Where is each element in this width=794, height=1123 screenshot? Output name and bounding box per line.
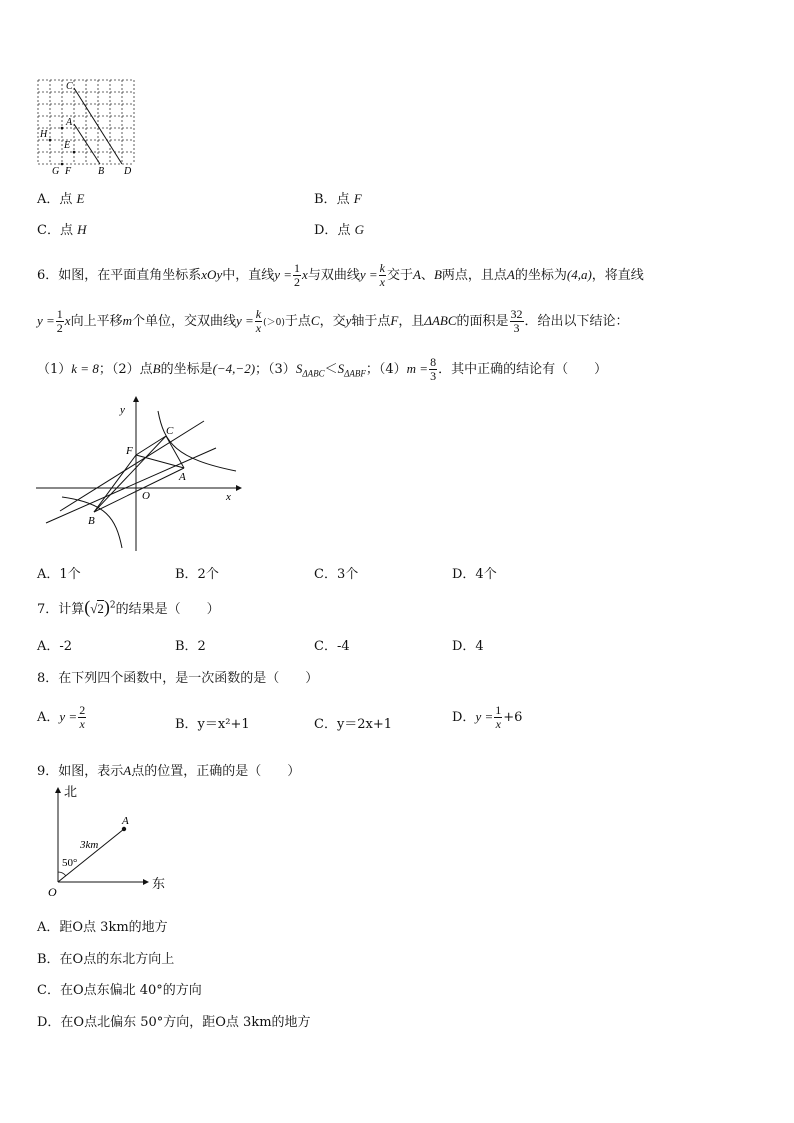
grid-label-A: A (66, 117, 73, 128)
q8-option-c[interactable]: C．y＝2x+1 (314, 717, 393, 732)
q9-option-a[interactable]: A．距O点 3km的地方 (37, 920, 168, 935)
q7-option-d[interactable]: D．4 (452, 639, 484, 654)
q7-option-c[interactable]: C．-4 (314, 639, 350, 654)
grid-figure (36, 78, 140, 178)
grid-label-B: B (98, 166, 105, 177)
q6-line-1: 6．如图，在平面直角坐标系xOy中，直线y = $\frac{1}{2}$ x与双曲线y = $\frac{k}{x}$ 交于A、B两点，且点A的坐标为(4,a)，将直线 (37, 261, 644, 289)
distance-label: 3km (80, 839, 99, 851)
graph-label-B: B (88, 515, 95, 527)
q7-stem: 7．计算$(√2)^2$的结果是（ ） (37, 597, 220, 617)
grid-label-G: G (52, 166, 60, 177)
q9-diagram (36, 782, 176, 900)
q9-option-d[interactable]: D．在O点北偏东 50°方向，距O点 3km的地方 (37, 1015, 311, 1030)
graph-label-y: y (120, 404, 125, 416)
q8-option-b[interactable]: B．y＝x²+1 (175, 717, 250, 732)
east-label: 东 (152, 876, 166, 891)
graph-label-C: C (166, 425, 174, 437)
grid-label-D: D (124, 166, 132, 177)
q8-option-d[interactable]: D．y = $\frac{1}{x}$ +6 (452, 703, 523, 731)
grid-label-E: E (64, 140, 71, 151)
origin-label: O (48, 885, 57, 899)
q8-stem: 8．在下列四个函数中，是一次函数的是（ ） (37, 671, 319, 686)
point-a-label: A (122, 815, 129, 827)
grid-label-C: C (66, 81, 73, 92)
angle-label: 50° (62, 857, 78, 869)
q7-option-b[interactable]: B．2 (175, 639, 206, 654)
q5-option-d[interactable]: D．点 G (314, 222, 364, 238)
q6-option-d[interactable]: D．4个 (452, 567, 497, 582)
q5-option-c[interactable]: C．点 H (37, 222, 87, 238)
graph-label-F: F (126, 445, 133, 457)
q5-option-b[interactable]: B．点 F (314, 191, 362, 207)
q6-option-c[interactable]: C．3个 (314, 567, 359, 582)
q6-line-3: （1）k = 8；（2）点B的坐标是(−4,−2)；$(3)S_{\Delta ABC}<S_{\Delta ABF}$；（4）m = $\frac{8}{3}$ ．其中正确的结论有（ ） (37, 355, 608, 383)
q6-option-a[interactable]: A．1个 (37, 567, 81, 582)
q6-option-b[interactable]: B．2个 (175, 567, 219, 582)
north-label: 北 (64, 784, 78, 799)
q5-option-a[interactable]: A．点 E (37, 191, 85, 207)
q7-option-a[interactable]: A．-2 (37, 639, 73, 654)
grid-label-F: F (65, 166, 72, 177)
q9-option-b[interactable]: B．在O点的东北方向上 (37, 952, 175, 967)
graph-label-O: O (142, 490, 150, 502)
graph-label-x: x (226, 491, 231, 503)
graph-label-A: A (179, 471, 186, 483)
q9-option-c[interactable]: C．在O点东偏北 40°的方向 (37, 983, 202, 998)
q6-graph (36, 393, 248, 553)
q8-option-a[interactable]: A．y = $\frac{2}{x}$ (37, 703, 86, 731)
grid-label-H: H (40, 129, 48, 140)
q6-line-2: y = $\frac{1}{2}$ x向上平移m个单位，交双曲线y = $\frac{k}{x}$ (＞0)于点C，交y轴于点F，且ΔABC的面积是 $\frac{32}{3}$ ．给出以下结论： (37, 307, 629, 335)
q9-stem: 9．如图，表示A点的位置，正确的是（ ） (37, 763, 301, 779)
